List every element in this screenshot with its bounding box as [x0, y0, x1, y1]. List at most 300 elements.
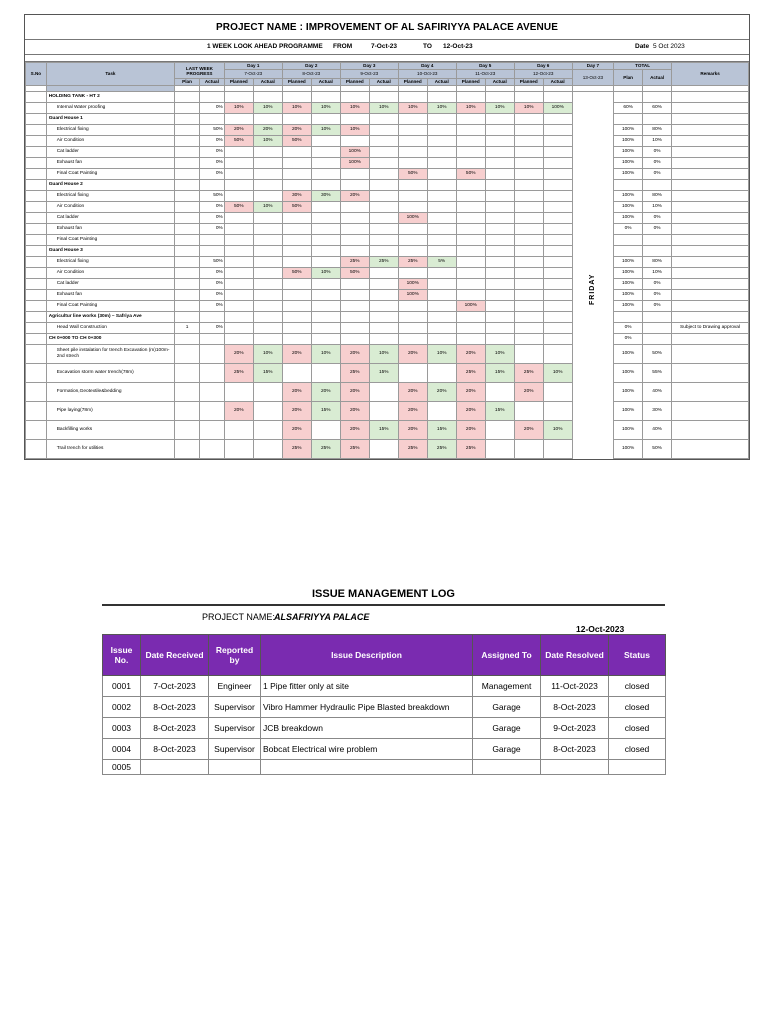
day-1-actual-cell: [253, 147, 282, 158]
blank-cell: [175, 246, 200, 257]
sno-cell: [26, 147, 47, 158]
status-cell: [609, 760, 666, 775]
last-week-plan-cell: [175, 169, 200, 180]
day-5-actual-cell: 15%: [485, 364, 514, 383]
task-row: [26, 202, 749, 213]
day-4-planned-cell: [398, 191, 427, 202]
date-resolved-cell: 8-Oct-2023: [541, 739, 609, 760]
total-actual-cell: 0%: [643, 158, 672, 169]
blank-cell: [398, 334, 427, 345]
header-date-6: 12-Oct-23: [514, 70, 572, 79]
day-3-planned-cell: [340, 213, 369, 224]
blank-cell: [224, 334, 253, 345]
total-actual-cell: 50%: [643, 345, 672, 364]
day-4-planned-cell: [398, 323, 427, 334]
blank-cell: [311, 114, 340, 125]
day-4-actual-cell: 25%: [427, 440, 456, 459]
day-6-planned-cell: 20%: [514, 383, 543, 402]
day-1-actual-cell: [253, 257, 282, 268]
day-7-cell: [572, 224, 613, 235]
task-name: Backfilling works: [46, 421, 174, 440]
date-received-cell: 7-Oct-2023: [141, 676, 209, 697]
date-value: 5 Oct 2023: [653, 43, 685, 50]
total-plan-cell: 100%: [614, 202, 643, 213]
day-1-planned-cell: [224, 235, 253, 246]
header-remarks: Remarks: [672, 63, 749, 86]
total-plan-cell: [614, 246, 643, 257]
day-6-actual-cell: [543, 301, 572, 312]
day-6-planned-cell: [514, 268, 543, 279]
last-week-actual-cell: 0%: [199, 169, 224, 180]
day-7-cell: [572, 202, 613, 213]
reported-by-cell: [209, 760, 261, 775]
status-cell: closed: [609, 718, 666, 739]
assigned-to-cell: [473, 760, 541, 775]
task-name: Final Coat Painting: [46, 301, 174, 312]
blank-cell: [398, 114, 427, 125]
remarks-cell: Subject to Drawing approval: [672, 323, 749, 334]
blank-cell: [282, 180, 311, 191]
total-actual-cell: 0%: [643, 169, 672, 180]
day-2-actual-cell: [311, 235, 340, 246]
remarks-cell: [672, 383, 749, 402]
total-plan-cell: [614, 180, 643, 191]
sno-cell: [26, 169, 47, 180]
day-3-actual-cell: [369, 158, 398, 169]
remarks-cell: [672, 246, 749, 257]
blank-cell: [311, 180, 340, 191]
day-2-planned-cell: [282, 290, 311, 301]
task-name: Electrical fixing: [46, 257, 174, 268]
total-plan-cell: 100%: [614, 257, 643, 268]
blank-cell: [253, 312, 282, 323]
sno-cell: [26, 158, 47, 169]
day-2-planned-cell: 30%: [282, 191, 311, 202]
day-7-cell: [572, 136, 613, 147]
day-1-planned-cell: 50%: [224, 136, 253, 147]
blank-cell: [369, 92, 398, 103]
day-7-cell: [572, 147, 613, 158]
day-6-actual-cell: [543, 213, 572, 224]
day-5-actual-cell: [485, 169, 514, 180]
sno-cell: [26, 246, 47, 257]
total-plan-cell: [614, 114, 643, 125]
task-name: Exhaust fan: [46, 290, 174, 301]
day-1-actual-cell: [253, 290, 282, 301]
day-6-planned-cell: [514, 345, 543, 364]
day-6-planned-cell: [514, 440, 543, 459]
total-actual-cell: 0%: [643, 224, 672, 235]
day-4-planned-cell: 20%: [398, 402, 427, 421]
header-d3-actual: Actual: [369, 79, 398, 86]
day-4-planned-cell: [398, 136, 427, 147]
task-name: Electrical fixing: [46, 125, 174, 136]
day-7-cell: [572, 383, 613, 402]
day-1-planned-cell: [224, 257, 253, 268]
day-1-actual-cell: [253, 235, 282, 246]
day-6-actual-cell: [543, 290, 572, 301]
task-name: Exhaust fan: [46, 224, 174, 235]
day-3-planned-cell: [340, 169, 369, 180]
blank-cell: [253, 180, 282, 191]
total-actual-cell: [643, 92, 672, 103]
total-actual-cell: 0%: [643, 290, 672, 301]
day-6-actual-cell: [543, 235, 572, 246]
blank-cell: [253, 114, 282, 125]
task-row: [26, 147, 749, 158]
day-6-actual-cell: 10%: [543, 364, 572, 383]
last-week-plan-cell: [175, 125, 200, 136]
day-4-actual-cell: 10%: [427, 345, 456, 364]
day-2-planned-cell: 20%: [282, 125, 311, 136]
last-week-plan-cell: [175, 202, 200, 213]
day-2-planned-cell: 20%: [282, 421, 311, 440]
day-6-planned-cell: 25%: [514, 364, 543, 383]
day-3-planned-cell: 20%: [340, 383, 369, 402]
day-6-actual-cell: [543, 257, 572, 268]
day-2-planned-cell: 20%: [282, 345, 311, 364]
blank-cell: [340, 180, 369, 191]
total-plan-cell: [614, 312, 643, 323]
day-4-actual-cell: [427, 158, 456, 169]
header-day-4: Day 4: [398, 63, 456, 70]
blank-cell: [456, 312, 485, 323]
status-cell: closed: [609, 739, 666, 760]
assigned-to-cell: Garage: [473, 739, 541, 760]
sno-cell: [26, 383, 47, 402]
programme-label: 1 WEEK LOOK AHEAD PROGRAMME: [207, 43, 323, 50]
sno-cell: [26, 421, 47, 440]
header-sno: S.No: [26, 63, 47, 86]
header-date-1: 7-Oct-23: [224, 70, 282, 79]
remarks-cell: [672, 202, 749, 213]
day-5-planned-cell: [456, 158, 485, 169]
blank-cell: [311, 334, 340, 345]
sno-cell: [26, 180, 47, 191]
day-6-planned-cell: 20%: [514, 421, 543, 440]
day-3-planned-cell: [340, 235, 369, 246]
day-5-actual-cell: 10%: [485, 345, 514, 364]
task-group-row: [26, 114, 749, 125]
last-week-plan-cell: [175, 345, 200, 364]
last-week-actual-cell: 0%: [199, 213, 224, 224]
total-plan-cell: 100%: [614, 191, 643, 202]
remarks-cell: [672, 158, 749, 169]
total-actual-cell: 40%: [643, 383, 672, 402]
total-plan-cell: 0%: [614, 334, 643, 345]
blank-cell: [572, 312, 613, 323]
day-3-actual-cell: 15%: [369, 421, 398, 440]
total-plan-cell: 60%: [614, 103, 643, 114]
total-actual-cell: [643, 180, 672, 191]
date-received-cell: 8-Oct-2023: [141, 739, 209, 760]
day-7-cell: [572, 345, 613, 364]
day-7-cell: [572, 257, 613, 268]
day-4-actual-cell: [427, 169, 456, 180]
day-3-actual-cell: [369, 191, 398, 202]
day-3-planned-cell: [340, 323, 369, 334]
to-label: TO: [423, 43, 432, 50]
blank-cell: [199, 246, 224, 257]
task-group-row: [26, 312, 749, 323]
blank-cell: [543, 334, 572, 345]
day-2-actual-cell: [311, 364, 340, 383]
from-label: FROM: [333, 43, 353, 50]
blank-cell: [456, 114, 485, 125]
day-6-planned-cell: [514, 191, 543, 202]
blank-cell: [514, 246, 543, 257]
total-plan-cell: 100%: [614, 268, 643, 279]
blank-cell: [543, 180, 572, 191]
day-3-planned-cell: [340, 290, 369, 301]
header-d5-actual: Actual: [485, 79, 514, 86]
task-group-name: Guard House 2: [46, 180, 174, 191]
day-4-planned-cell: 10%: [398, 103, 427, 114]
day-2-planned-cell: 50%: [282, 136, 311, 147]
total-plan-cell: [614, 235, 643, 246]
task-row: [26, 421, 749, 440]
day-2-planned-cell: [282, 235, 311, 246]
last-week-actual-cell: 0%: [199, 103, 224, 114]
task-group-name: HOLDING TANK - HT 2: [46, 92, 174, 103]
blank-cell: [514, 334, 543, 345]
day-6-actual-cell: 10%: [543, 421, 572, 440]
day-1-planned-cell: 25%: [224, 364, 253, 383]
last-week-actual-cell: 50%: [199, 257, 224, 268]
programme-row: [25, 40, 749, 55]
blank-cell: [456, 334, 485, 345]
day-3-actual-cell: [369, 147, 398, 158]
total-plan-cell: 100%: [614, 421, 643, 440]
header-d6-planned: Planned: [514, 79, 543, 86]
blank-cell: [311, 312, 340, 323]
day-1-planned-cell: [224, 147, 253, 158]
blank-cell: [427, 246, 456, 257]
day-4-planned-cell: 20%: [398, 421, 427, 440]
day-1-actual-cell: 10%: [253, 103, 282, 114]
day-1-actual-cell: [253, 301, 282, 312]
header-d5-planned: Planned: [456, 79, 485, 86]
day-7-cell: [572, 421, 613, 440]
blank-cell: [485, 312, 514, 323]
day-5-actual-cell: [485, 440, 514, 459]
day-1-actual-cell: 15%: [253, 364, 282, 383]
sno-cell: [26, 136, 47, 147]
header-lw-plan: Plan: [175, 79, 200, 86]
day-4-planned-cell: [398, 125, 427, 136]
day-2-actual-cell: 15%: [311, 402, 340, 421]
day-5-planned-cell: 10%: [456, 103, 485, 114]
last-week-actual-cell: [199, 421, 224, 440]
last-week-plan-cell: [175, 383, 200, 402]
day-6-actual-cell: [543, 169, 572, 180]
day-1-actual-cell: [253, 323, 282, 334]
day-5-actual-cell: [485, 323, 514, 334]
last-week-plan-cell: [175, 191, 200, 202]
day-3-actual-cell: [369, 402, 398, 421]
day-2-planned-cell: [282, 279, 311, 290]
day-2-planned-cell: 20%: [282, 383, 311, 402]
last-week-plan-cell: [175, 279, 200, 290]
blank-cell: [282, 312, 311, 323]
sno-cell: [26, 290, 47, 301]
task-group-row: [26, 92, 749, 103]
project-title: PROJECT NAME : IMPROVEMENT OF AL SAFIRIYYA PALACE AVENUE: [25, 15, 749, 40]
day-6-planned-cell: [514, 279, 543, 290]
total-plan-cell: [614, 92, 643, 103]
day-1-planned-cell: 20%: [224, 402, 253, 421]
day-4-actual-cell: [427, 235, 456, 246]
day-3-actual-cell: [369, 136, 398, 147]
blank-cell: [543, 246, 572, 257]
day-2-planned-cell: [282, 224, 311, 235]
header-date-5: 11-Oct-23: [456, 70, 514, 79]
day-1-actual-cell: 10%: [253, 345, 282, 364]
day-4-actual-cell: 20%: [427, 383, 456, 402]
blank-cell: [572, 180, 613, 191]
day-5-planned-cell: [456, 125, 485, 136]
project-name-value: ALSAFRIYYA PALACE: [274, 612, 370, 622]
task-row: [26, 323, 749, 334]
day-6-actual-cell: [543, 279, 572, 290]
reported-by-cell: Supervisor: [209, 718, 261, 739]
total-actual-cell: [643, 114, 672, 125]
day-3-actual-cell: 15%: [369, 364, 398, 383]
header-total-actual: Actual: [643, 70, 672, 86]
day-5-planned-cell: 50%: [456, 169, 485, 180]
issue-description-cell: 1 Pipe fitter only at site: [261, 676, 473, 697]
day-1-planned-cell: 50%: [224, 202, 253, 213]
task-row: [26, 268, 749, 279]
remarks-cell: [672, 224, 749, 235]
last-week-plan-cell: 1: [175, 323, 200, 334]
blank-cell: [427, 114, 456, 125]
last-week-plan-cell: [175, 213, 200, 224]
day-5-actual-cell: [485, 125, 514, 136]
task-name: Cat ladder: [46, 279, 174, 290]
day-6-actual-cell: [543, 402, 572, 421]
day-5-planned-cell: 20%: [456, 383, 485, 402]
day-4-planned-cell: 100%: [398, 279, 427, 290]
day-4-actual-cell: [427, 213, 456, 224]
total-actual-cell: [643, 312, 672, 323]
sno-cell: [26, 224, 47, 235]
day-4-actual-cell: 15%: [427, 421, 456, 440]
day-5-actual-cell: [485, 279, 514, 290]
total-plan-cell: 100%: [614, 345, 643, 364]
sno-cell: [26, 301, 47, 312]
day-6-actual-cell: [543, 136, 572, 147]
day-2-actual-cell: [311, 290, 340, 301]
day-4-planned-cell: 20%: [398, 383, 427, 402]
total-actual-cell: 10%: [643, 136, 672, 147]
day-5-planned-cell: 20%: [456, 421, 485, 440]
day-1-planned-cell: [224, 440, 253, 459]
day-5-planned-cell: [456, 224, 485, 235]
blank-cell: [427, 334, 456, 345]
day-4-planned-cell: [398, 268, 427, 279]
day-7-cell: [572, 191, 613, 202]
day-1-planned-cell: [224, 158, 253, 169]
task-name: Trail trench for utilities: [46, 440, 174, 459]
day-7-cell: [572, 364, 613, 383]
total-actual-cell: 0%: [643, 279, 672, 290]
total-actual-cell: 80%: [643, 257, 672, 268]
day-1-actual-cell: 20%: [253, 125, 282, 136]
day-1-planned-cell: [224, 191, 253, 202]
day-4-planned-cell: [398, 364, 427, 383]
day-5-actual-cell: [485, 301, 514, 312]
day-1-planned-cell: 20%: [224, 125, 253, 136]
day-7-cell: [572, 158, 613, 169]
blank-cell: [175, 312, 200, 323]
day-5-actual-cell: 15%: [485, 402, 514, 421]
day-5-actual-cell: [485, 213, 514, 224]
total-actual-cell: 40%: [643, 421, 672, 440]
remarks-cell: [672, 136, 749, 147]
issue-row: [103, 676, 666, 697]
task-name: Internal Water proofing: [46, 103, 174, 114]
day-7-cell: [572, 213, 613, 224]
header-lw-actual: Actual: [199, 79, 224, 86]
blank-cell: [427, 92, 456, 103]
assigned-to-cell: Management: [473, 676, 541, 697]
day-5-actual-cell: [485, 202, 514, 213]
day-5-planned-cell: [456, 147, 485, 158]
day-2-actual-cell: 10%: [311, 268, 340, 279]
total-actual-cell: 10%: [643, 268, 672, 279]
day-3-actual-cell: [369, 202, 398, 213]
task-name: Air Condition: [46, 136, 174, 147]
total-actual-cell: 30%: [643, 402, 672, 421]
blank-cell: [485, 180, 514, 191]
day-4-planned-cell: 25%: [398, 440, 427, 459]
issue-col-description: Issue Description: [261, 635, 473, 676]
last-week-actual-cell: 0%: [199, 202, 224, 213]
issue-log-title: ISSUE MANAGEMENT LOG: [311, 588, 455, 600]
issue-col-reported-by: Reported by: [209, 635, 261, 676]
total-plan-cell: 100%: [614, 213, 643, 224]
day-2-actual-cell: [311, 213, 340, 224]
day-3-planned-cell: [340, 224, 369, 235]
task-name: Sheet pile instalation for trench Excavation (m)100m-2nd strech: [46, 345, 174, 364]
header-task: Task: [46, 63, 174, 86]
day-1-planned-cell: [224, 301, 253, 312]
sno-cell: [26, 312, 47, 323]
remarks-cell: [672, 402, 749, 421]
task-row: [26, 279, 749, 290]
day-2-actual-cell: [311, 301, 340, 312]
header-day-2: Day 2: [282, 63, 340, 70]
day-6-planned-cell: [514, 202, 543, 213]
remarks-cell: [672, 147, 749, 158]
remarks-cell: [672, 235, 749, 246]
blank-cell: [340, 92, 369, 103]
issue-no-cell: 0001: [103, 676, 141, 697]
blank-cell: [224, 114, 253, 125]
day-5-actual-cell: [485, 235, 514, 246]
blank-cell: [369, 334, 398, 345]
day-2-actual-cell: 10%: [311, 103, 340, 114]
day-2-actual-cell: [311, 158, 340, 169]
last-week-actual-cell: [199, 345, 224, 364]
day-2-actual-cell: [311, 202, 340, 213]
day-1-actual-cell: 10%: [253, 202, 282, 213]
blank-cell: [199, 180, 224, 191]
last-week-actual-cell: 0%: [199, 323, 224, 334]
total-actual-cell: 60%: [643, 103, 672, 114]
blank-cell: [514, 312, 543, 323]
